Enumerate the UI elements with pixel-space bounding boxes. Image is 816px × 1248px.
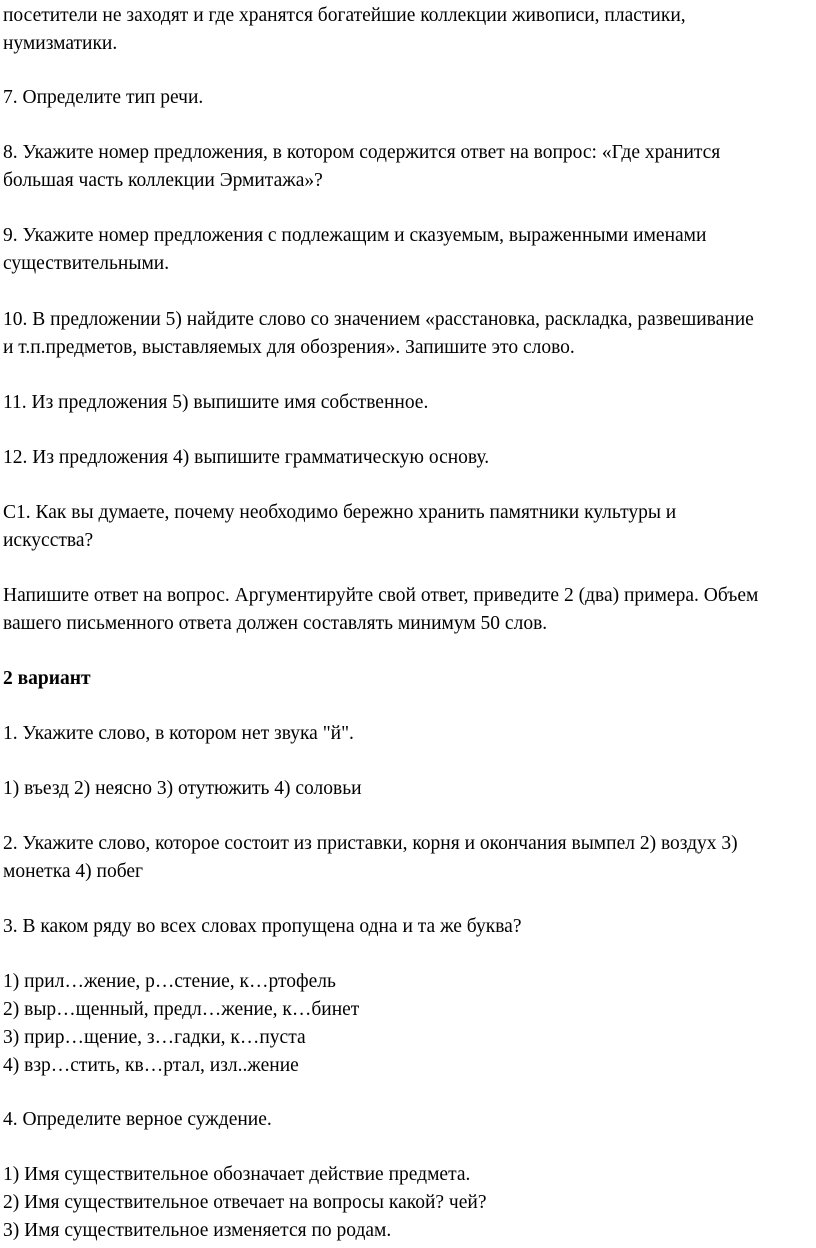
text-line: 11. Из предложения 5) выпишите имя собственное. <box>3 392 429 413</box>
question-10 <box>3 306 813 362</box>
text-line: 3. В каком ряду во всех словах пропущена одна и та же буква? <box>3 916 522 937</box>
text-line: монетка 4) побег <box>3 861 144 882</box>
v2-question-3-options <box>3 968 813 1080</box>
text-line: 12. Из предложения 4) выпишите грамматическую основу. <box>3 447 490 468</box>
v2-question-3 <box>3 913 813 941</box>
text-line: Напишите ответ на вопрос. Аргументируйте свой ответ, приведите 2 (два) примера. Объем <box>3 585 759 606</box>
text-line: 1) въезд 2) неясно 3) отутюжить 4) соловьи <box>3 778 362 799</box>
text-line: 4) взр…стить, кв…ртал, изл..жение <box>3 1055 299 1076</box>
text-line: искусства? <box>3 530 94 551</box>
c1-task <box>3 582 813 638</box>
question-9 <box>3 222 813 278</box>
text-line: 2) Имя существительное отвечает на вопросы какой? чей? <box>3 1192 487 1213</box>
text-line: 2. Укажите слово, которое состоит из приставки, корня и окончания вымпел 2) воздух 3) <box>3 833 738 854</box>
question-7 <box>3 84 813 112</box>
variant-heading <box>3 665 813 693</box>
text-line: 2) выр…щенный, предл…жение, к…бинет <box>3 999 360 1020</box>
text-line: существительными. <box>3 253 170 274</box>
text-line: С1. Как вы думаете, почему необходимо бережно хранить памятники культуры и <box>3 502 677 523</box>
text-line: 4. Определите верное суждение. <box>3 1109 272 1130</box>
text-line: 2 вариант <box>3 668 91 689</box>
text-line: 1) Имя существительное обозначает действие предмета. <box>3 1164 471 1185</box>
text-line: большая часть коллекции Эрмитажа»? <box>3 170 323 191</box>
question-c1 <box>3 499 813 555</box>
question-8 <box>3 139 813 195</box>
text-line: 10. В предложении 5) найдите слово со значением «расстановка, раскладка, развешивание <box>3 309 754 330</box>
text-line: 8. Укажите номер предложения, в котором содержится ответ на вопрос: «Где хранится <box>3 142 721 163</box>
question-11 <box>3 389 813 417</box>
question-12 <box>3 444 813 472</box>
text-line: нумизматики. <box>3 33 118 54</box>
v2-question-1-options <box>3 775 813 803</box>
v2-question-4-options <box>3 1161 813 1245</box>
text-line: посетители не заходят и где хранятся богатейшие коллекции живописи, пластики, <box>3 5 686 26</box>
text-line: и т.п.предметов, выставляемых для обозрения». Запишите это слово. <box>3 337 575 358</box>
text-line: 1. Укажите слово, в котором нет звука "й". <box>3 723 354 744</box>
text-line: вашего письменного ответа должен составлять минимум 50 слов. <box>3 613 548 634</box>
text-line: 9. Укажите номер предложения с подлежащим и сказуемым, выраженными именами <box>3 225 707 246</box>
text-line: 3) Имя существительное изменяется по родам. <box>3 1220 392 1241</box>
v2-question-1 <box>3 720 813 748</box>
v2-question-2 <box>3 830 813 886</box>
text-line: 3) прир…щение, з…гадки, к…пуста <box>3 1027 306 1048</box>
text-line: 7. Определите тип речи. <box>3 87 204 108</box>
v2-question-4 <box>3 1106 813 1134</box>
intro-paragraph <box>3 2 813 58</box>
text-line: 1) прил…жение, р…стение, к…ртофель <box>3 971 336 992</box>
